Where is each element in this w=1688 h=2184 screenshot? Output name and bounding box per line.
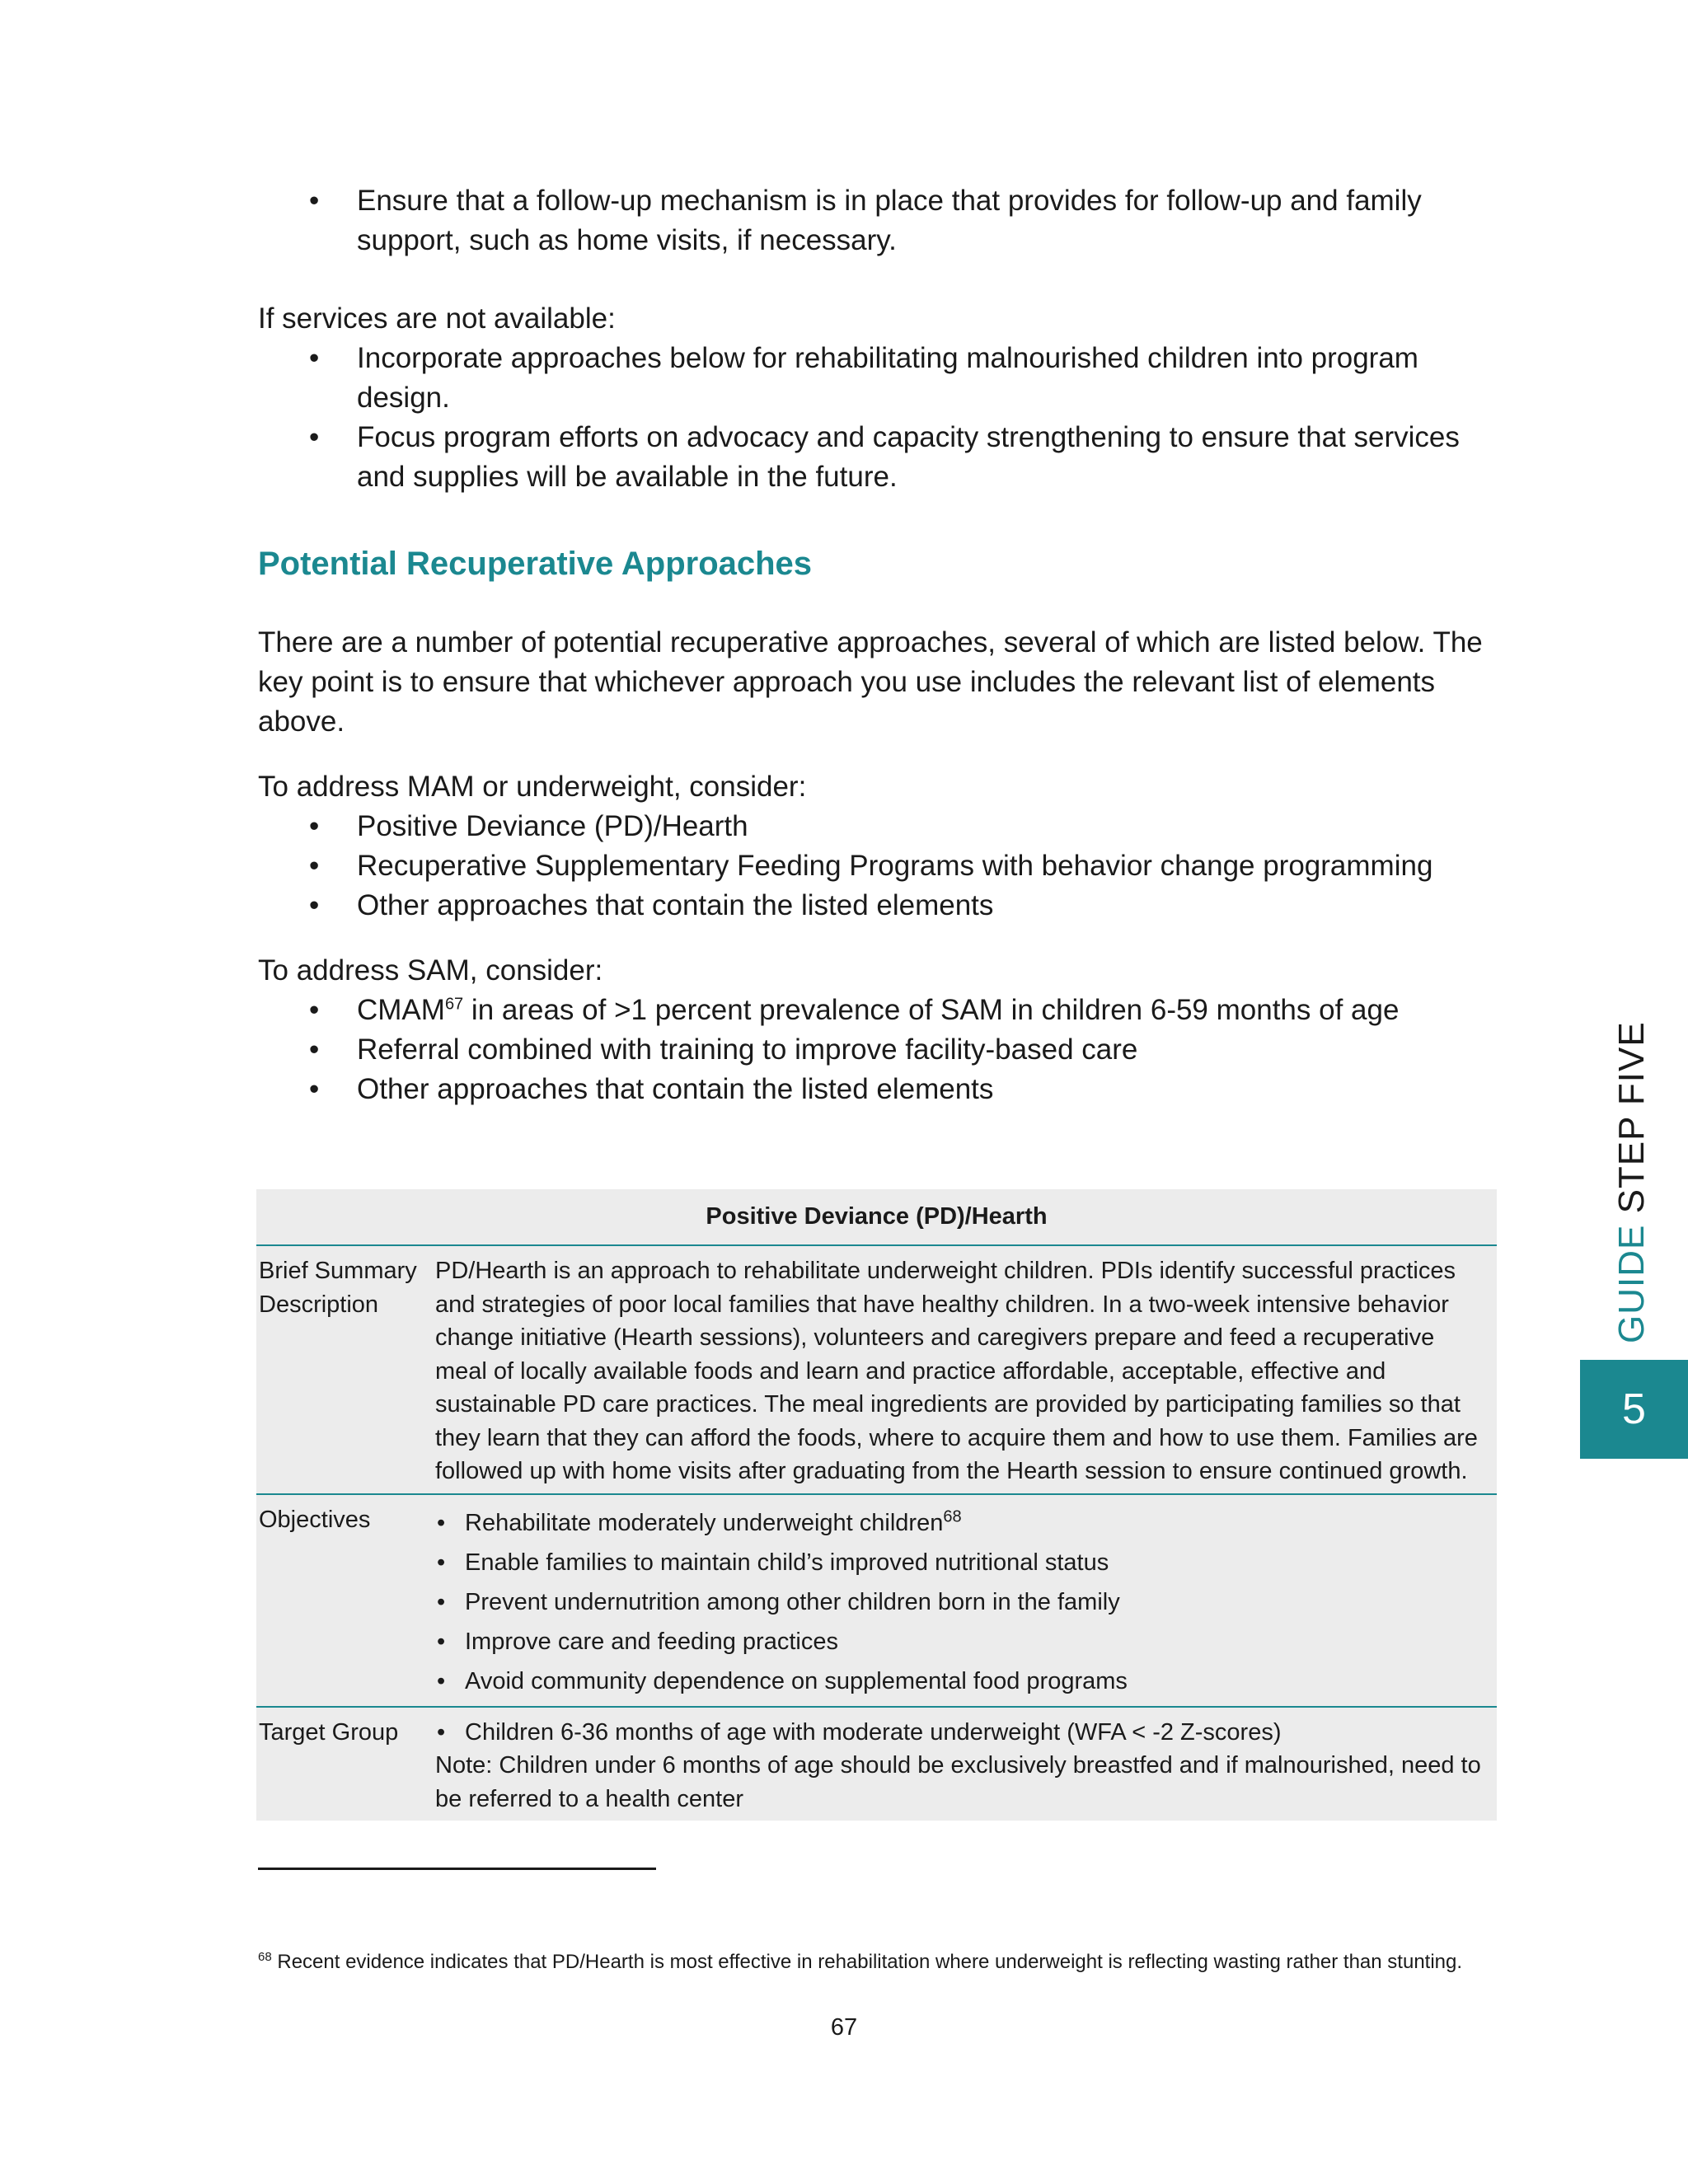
footnote-ref-67[interactable]: 67 <box>444 995 464 1014</box>
mam-bullet-list <box>258 807 1511 926</box>
step-number-tab[interactable]: 5 <box>1580 1360 1688 1459</box>
list-item <box>435 1503 1489 1543</box>
target-cell <box>435 1716 1497 1816</box>
pd-hearth-table <box>256 1189 1497 1821</box>
page-number: 67 <box>830 2014 858 2041</box>
list-item: • Improve care and feeding practices <box>435 1622 1489 1661</box>
footnote <box>258 1948 1494 1975</box>
summary-text: PD/Hearth is an approach to rehabilitate underweight children. PDIs identify successful practices and strategies of poor local families that have healthy children. In a two-week intensive behavior change initiative (Hearth sessions), volunteers and caregivers prepare and feed a recuperative meal of locally available foods and learn and practice affordable, acceptable, effective and sustainable PD care practices. The meal ingredients are provided by participating families so that they learn that they can afford the foods, where to acquire them and how to use them. Families are followed up with home visits after graduating from the Hearth session to ensure continued growth. <box>435 1258 1478 1484</box>
list-item: • Recuperative Supplementary Feeding Programs with behavior change programming <box>258 846 1511 886</box>
list-item: • Prevent undernutrition among other children born in the family <box>435 1582 1489 1622</box>
mam-lead: To address MAM or underweight, consider: <box>258 771 807 803</box>
objectives-cell <box>435 1503 1497 1701</box>
list-item <box>258 991 1511 1030</box>
list-item: • Children 6-36 months of age with moderate underweight (WFA < -2 Z-scores) <box>435 1716 1489 1750</box>
table-title: Positive Deviance (PD)/Hearth <box>256 1189 1497 1246</box>
cmam-rest: in areas of >1 percent prevalence of SAM in children 6-59 months of age <box>463 994 1400 1026</box>
target-list <box>435 1716 1489 1750</box>
no-services-bullet-list <box>258 339 1511 497</box>
objectives-list <box>435 1503 1489 1701</box>
list-item: • Focus program efforts on advocacy and capacity strengthening to ensure that services and supplies will be available in the future. <box>258 418 1511 497</box>
row-label: Objectives <box>259 1506 371 1533</box>
list-item: • Ensure that a follow-up mechanism is in place that provides for follow-up and family support, such as home visits, if necessary. <box>258 181 1511 260</box>
list-item: • Positive Deviance (PD)/Hearth <box>258 807 1511 846</box>
section-intro: There are a number of potential recuperative approaches, several of which are listed below. The key point is to ensure that whichever approach you use includes the relevant list of elements above. <box>258 626 1483 738</box>
list-item: • Referral combined with training to improve facility-based care <box>258 1030 1511 1070</box>
intro-bullet-list <box>258 181 1511 260</box>
list-item: • Enable families to maintain child’s improved nutritional status <box>435 1543 1489 1582</box>
footnote-separator <box>258 1868 656 1870</box>
section-heading: Potential Recuperative Approaches <box>258 546 813 582</box>
table-row-target <box>256 1708 1497 1821</box>
list-item: • Other approaches that contain the listed elements <box>258 1070 1511 1109</box>
sam-bullet-list <box>258 991 1511 1109</box>
list-item: • Avoid community dependence on supplemental food programs <box>435 1661 1489 1701</box>
list-item: • Incorporate approaches below for rehabilitating malnourished children into program design. <box>258 339 1511 418</box>
cmam-text: CMAM <box>357 994 445 1026</box>
side-section-label <box>1611 1021 1653 1343</box>
footnote-ref-68[interactable]: 68 <box>943 1507 962 1526</box>
page-content <box>258 181 1511 1109</box>
list-item: • Other approaches that contain the listed elements <box>258 886 1511 926</box>
footnote-text: Recent evidence indicates that PD/Hearth is most effective in rehabilitation where underweight is reflecting wasting rather than stunting. <box>271 1951 1463 1973</box>
no-services-lead: If services are not available: <box>258 302 616 335</box>
footnote-number: 68 <box>258 1950 272 1964</box>
row-label: Target Group <box>259 1718 399 1746</box>
sam-lead: To address SAM, consider: <box>258 954 603 987</box>
step-word: STEP FIVE <box>1611 1021 1652 1225</box>
table-row-objectives <box>256 1495 1497 1708</box>
table-row-summary <box>256 1246 1497 1495</box>
objective-text: Rehabilitate moderately underweight children <box>465 1509 944 1536</box>
target-note: Note: Children under 6 months of age should be exclusively breastfed and if malnourished, need to be referred to a health center <box>435 1752 1481 1812</box>
guide-word: GUIDE <box>1611 1224 1652 1343</box>
row-label: Brief Summary Description <box>259 1258 417 1318</box>
